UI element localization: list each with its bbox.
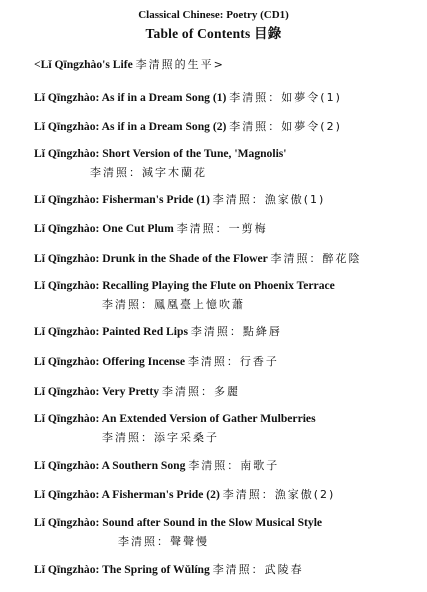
toc-entry-zh: 李清照：武陵春 — [212, 563, 304, 576]
toc-entry-continuation — [102, 429, 219, 445]
toc-entry — [34, 323, 282, 339]
toc-entry-zh: 李清照：漁家傲(2) — [222, 488, 336, 501]
toc-entry — [34, 383, 240, 399]
toc-entry-en: Lǐ Qīngzhào: An Extended Version of Gather Mulberries — [34, 412, 316, 425]
toc-entry — [34, 412, 316, 425]
toc-entry-zh: 李清照：聲聲慢 — [118, 535, 209, 548]
toc-entry-en: Lǐ Qīngzhào: Painted Red Lips — [34, 325, 191, 338]
toc-entry-en: Lǐ Qīngzhào: Offering Incense — [34, 355, 188, 368]
toc-entry — [34, 56, 225, 72]
toc-entry — [34, 147, 287, 160]
toc-entry — [34, 118, 342, 134]
toc-entry-en: <Lǐ Qīngzhào's Life — [34, 58, 136, 71]
toc-entry-zh: 李清照：如夢令(2) — [229, 120, 342, 133]
toc-entry-en: Lǐ Qīngzhào: As if in a Dream Song (1) — [34, 91, 230, 104]
toc-entry — [34, 250, 362, 266]
toc-entry-zh: 李清照：減字木蘭花 — [90, 166, 207, 179]
toc-entry-zh: 李清照：醉花陰 — [270, 252, 362, 265]
toc-entry-en: Lǐ Qīngzhào: Very Pretty — [34, 385, 162, 398]
toc-entry — [34, 561, 304, 577]
toc-entry-en: Lǐ Qīngzhào: A Fisherman's Pride (2) — [34, 488, 223, 501]
toc-entry-continuation — [102, 296, 245, 312]
toc-entry — [34, 279, 335, 292]
toc-entry-zh: 李清照的生平> — [135, 58, 225, 71]
toc-entry-en: Lǐ Qīngzhào: Short Version of the Tune, 'Magnolis' — [34, 147, 287, 160]
toc-entry-zh: 李清照：鳳凰臺上憶吹蕭 — [102, 298, 245, 311]
toc-entry — [34, 516, 322, 529]
toc-entry — [34, 89, 342, 105]
toc-entry-zh: 李清照：漁家傲(1) — [212, 193, 326, 206]
toc-entry-zh: 李清照：南歌子 — [188, 459, 280, 472]
toc-entry — [34, 457, 279, 473]
toc-entry-zh: 李清照：行香子 — [187, 355, 279, 368]
toc-entry-en: Lǐ Qīngzhào: Sound after Sound in the Slow Musical Style — [34, 516, 323, 529]
toc-entry — [34, 486, 335, 502]
toc-entry-continuation — [118, 533, 209, 549]
toc-entry-en: Lǐ Qīngzhào: A Southern Song — [34, 459, 189, 472]
toc-entry-en: Lǐ Qīngzhào: Drunk in the Shade of the Flower — [34, 252, 271, 265]
toc-entry-en: Lǐ Qīngzhào: Recalling Playing the Flute on Phoenix Terrace — [34, 279, 335, 292]
toc-entry — [34, 191, 325, 207]
toc-entry-zh: 李清照：如夢令(1) — [229, 91, 342, 104]
toc-entry-zh: 李清照：一剪梅 — [176, 222, 268, 235]
document-subtitle: Classical Chinese: Poetry (CD1) — [138, 9, 289, 21]
toc-entry-continuation — [90, 164, 207, 180]
toc-entry — [34, 220, 268, 236]
toc-entry-zh: 李清照：多麗 — [161, 385, 240, 398]
toc-entry-en: Lǐ Qīngzhào: Fisherman's Pride (1) — [34, 193, 213, 206]
toc-entry-en: Lǐ Qīngzhào: As if in a Dream Song (2) — [34, 120, 230, 133]
toc-entry — [34, 353, 279, 369]
page-title: Table of Contents 目錄 — [145, 26, 282, 41]
toc-entry-en: Lǐ Qīngzhào: The Spring of Wǔlíng — [34, 563, 213, 576]
toc-entry-zh: 李清照：點絳唇 — [190, 325, 282, 338]
toc-entry-en: Lǐ Qīngzhào: One Cut Plum — [34, 222, 177, 235]
toc-entry-zh: 李清照：添字采桑子 — [102, 431, 219, 444]
